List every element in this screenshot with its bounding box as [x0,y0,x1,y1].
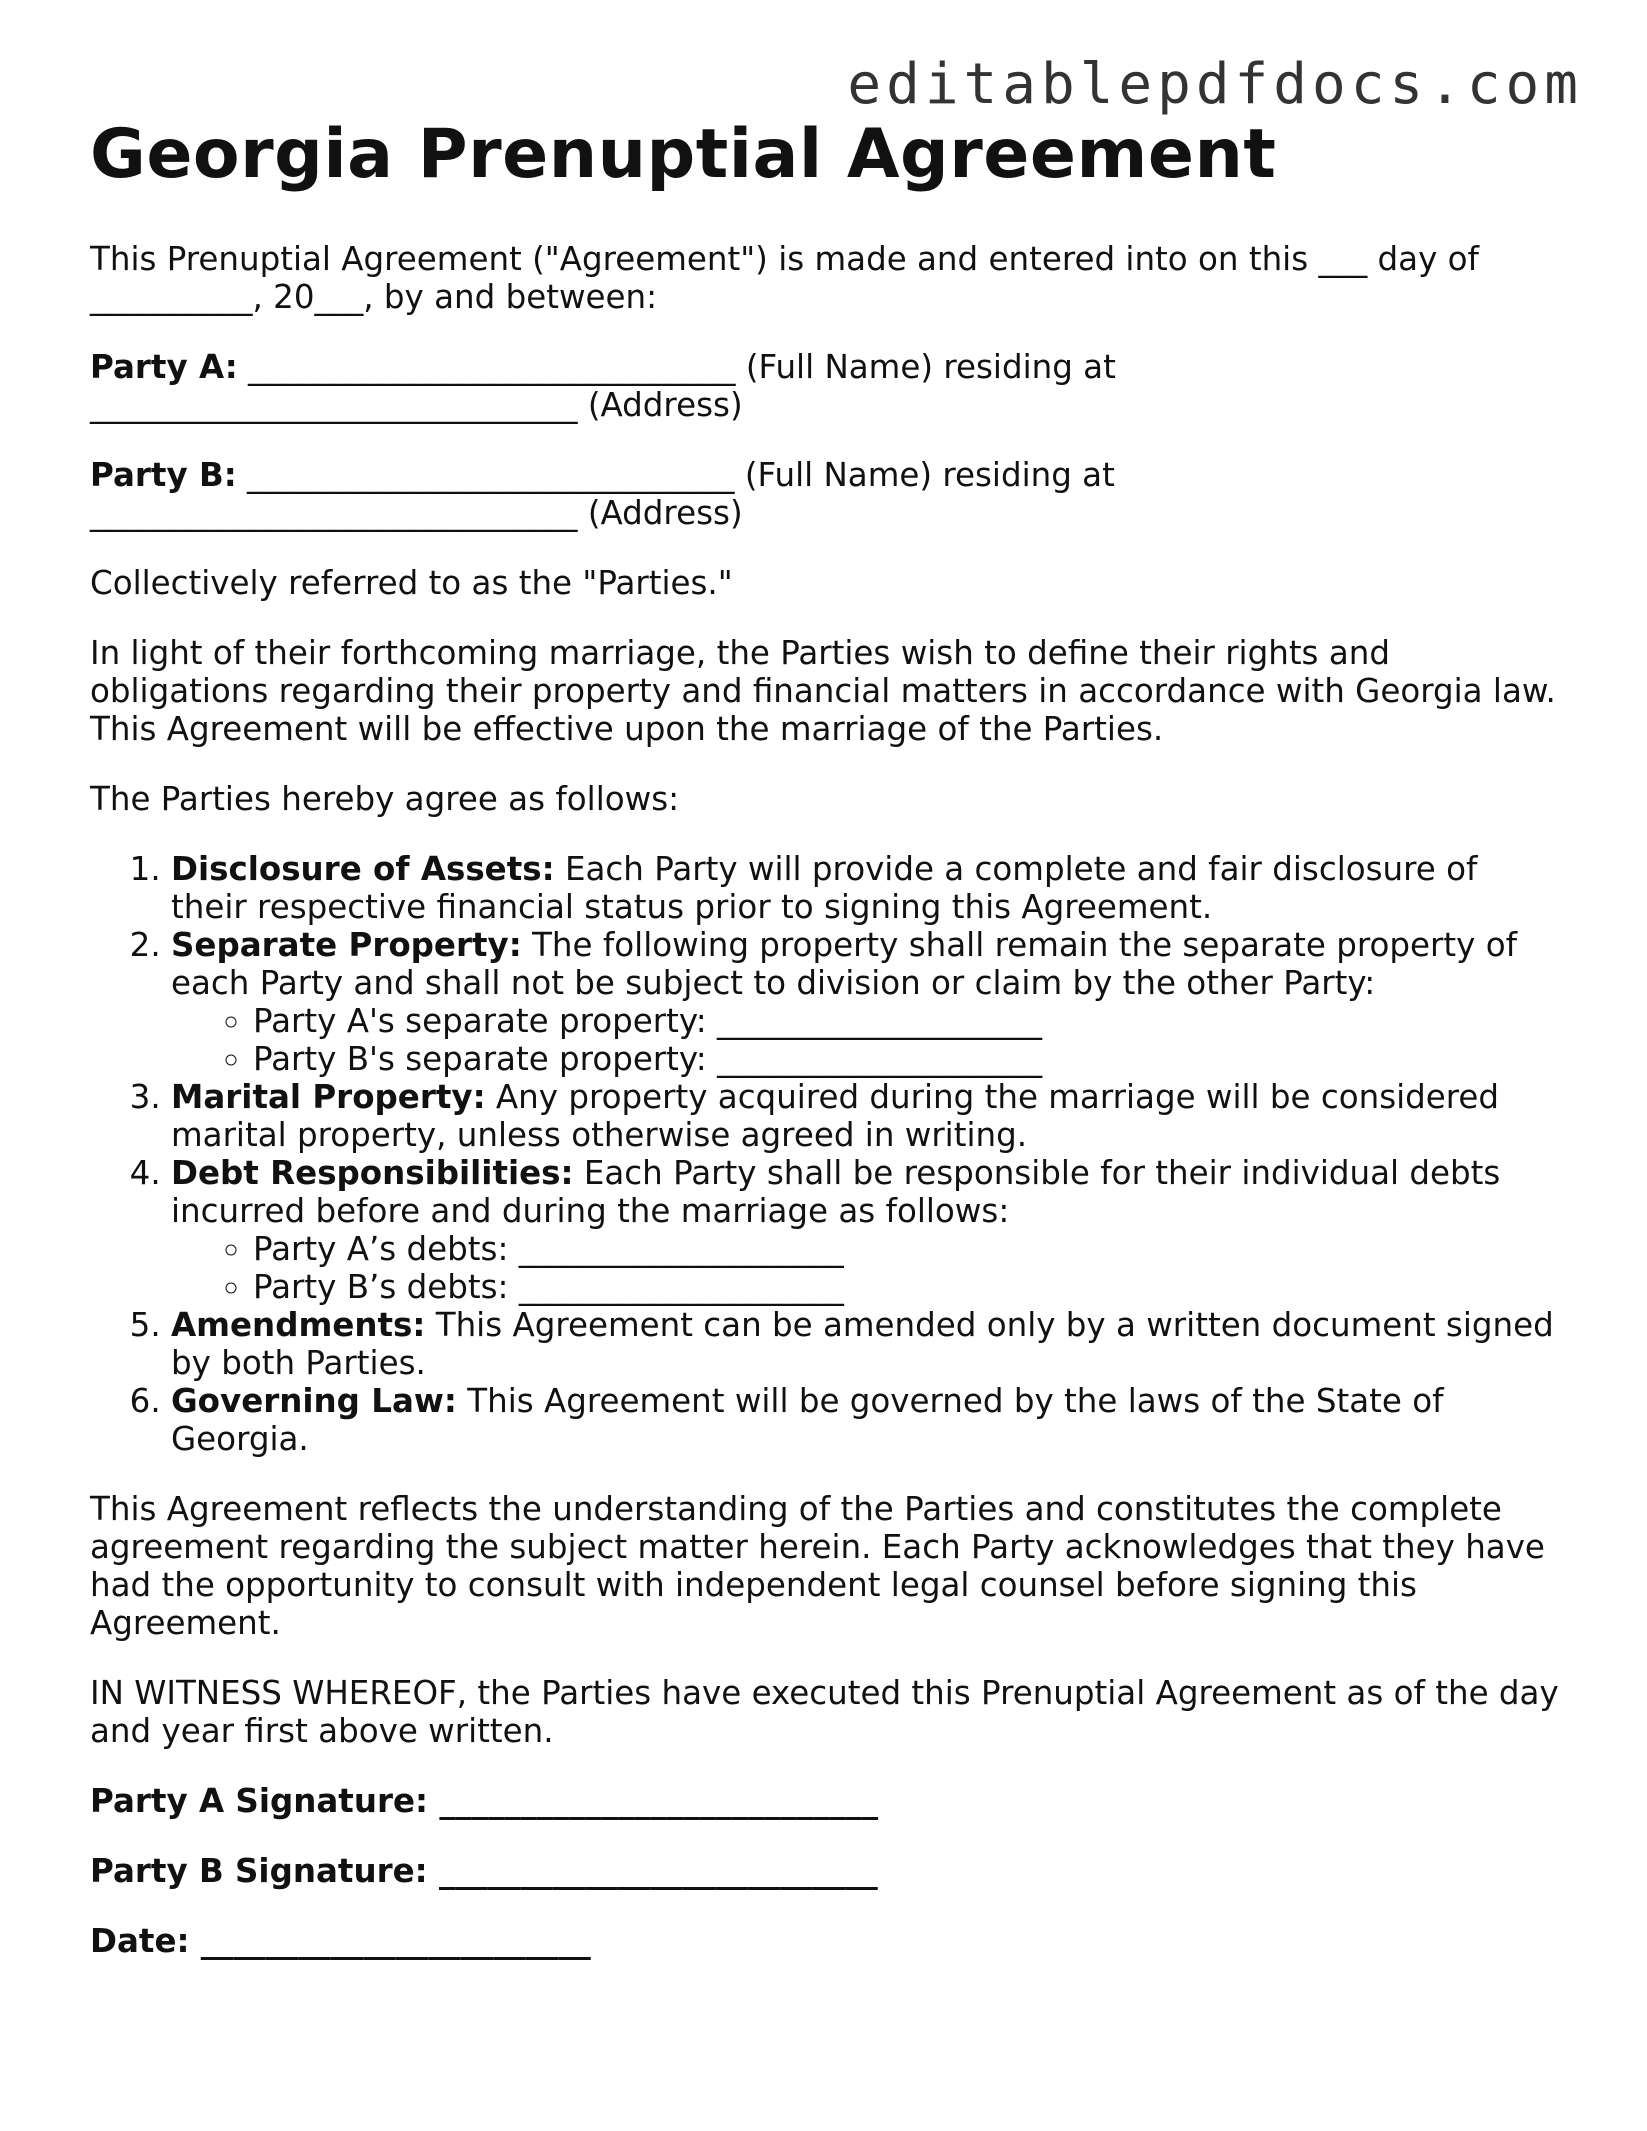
clause-heading: Debt Responsibilities: [171,1154,574,1192]
sub-item: ◦ Party A's separate property: ____________________ [253,1002,1560,1040]
watermark: editablepdfdocs.com [847,52,1583,117]
sub-item: ◦ Party B’s debts: ____________________ [253,1268,1560,1306]
clause-item [171,926,1560,1078]
clause-item [171,1154,1560,1306]
party-b-signature-line[interactable] [90,1852,1560,1890]
date-line[interactable] [90,1922,1560,1960]
clause-list [90,850,1560,1458]
clause-text: This Agreement will be governed by the laws of the State of Georgia. [171,1382,1444,1458]
collectively-paragraph: Collectively referred to as the "Parties." [90,564,733,602]
clause-text: Each Party will provide a complete and fair disclosure of their respective financial status prior to signing this Agreement. [171,850,1478,926]
clause-text: The following property shall remain the separate property of each Party and shall not be subject to division or claim by the other Party: [171,926,1518,1002]
intro-paragraph: This Prenuptial Agreement ("Agreement") is made and entered into on this ___ day of __________, 20___, by and between: [90,240,1479,316]
clause-text: Any property acquired during the marriage will be considered marital property, unless otherwise agreed in writing. [171,1078,1500,1154]
clause-item [171,1382,1560,1458]
party-a-signature-text: Party A Signature: ___________________________ [90,1782,879,1820]
clause-heading: Marital Property: [171,1078,486,1116]
date-text: Date: ________________________ [90,1922,591,1960]
party-a-line [90,348,1560,424]
clause-text: Each Party shall be responsible for their individual debts incurred before and during the marriage as follows: [171,1154,1501,1230]
party-b-signature-text: Party B Signature: ___________________________ [90,1852,878,1890]
recital-paragraph: In light of their forthcoming marriage, the Parties wish to define their rights and obligations regarding their property and financial matters in accordance with Georgia law. This Agreement will be effective upon the marriage of the Parties. [90,634,1556,748]
sub-item: ◦ Party B's separate property: ____________________ [253,1040,1560,1078]
clause-heading: Amendments: [171,1306,426,1344]
agree-paragraph: The Parties hereby agree as follows: [90,780,680,818]
clause-item [171,850,1560,926]
clause-heading: Governing Law: [171,1382,457,1420]
document-body [90,112,1560,1992]
party-b-label: Party B: [90,456,237,494]
clause-text: This Agreement can be amended only by a written document signed by both Parties. [171,1306,1554,1382]
clause-heading: Separate Property: [171,926,522,964]
clause-item [171,1078,1560,1154]
party-b-line [90,456,1560,532]
reflects-paragraph: This Agreement reflects the understanding of the Parties and constitutes the complete agreement regarding the subject matter herein. Each Party acknowledges that they have had the opportunity to consult with independent legal counsel before signing this Agreement. [90,1490,1545,1642]
party-a-label: Party A: [90,348,238,386]
document-title: Georgia Prenuptial Agreement [90,115,1277,194]
party-a-signature-line[interactable] [90,1782,1560,1820]
party-a-text: ______________________________ (Full Name) residing at ______________________________ (Address) [90,348,1116,424]
signature-block [90,1782,1560,1960]
sub-list [171,1002,1560,1078]
sub-item: ◦ Party A’s debts: ____________________ [253,1230,1560,1268]
witness-paragraph: IN WITNESS WHEREOF, the Parties have executed this Prenuptial Agreement as of the day and year first above written. [90,1674,1559,1750]
sub-list [171,1230,1560,1306]
clause-heading: Disclosure of Assets: [171,850,555,888]
party-b-text: ______________________________ (Full Name) residing at ______________________________ (Address) [90,456,1115,532]
clause-item [171,1306,1560,1382]
